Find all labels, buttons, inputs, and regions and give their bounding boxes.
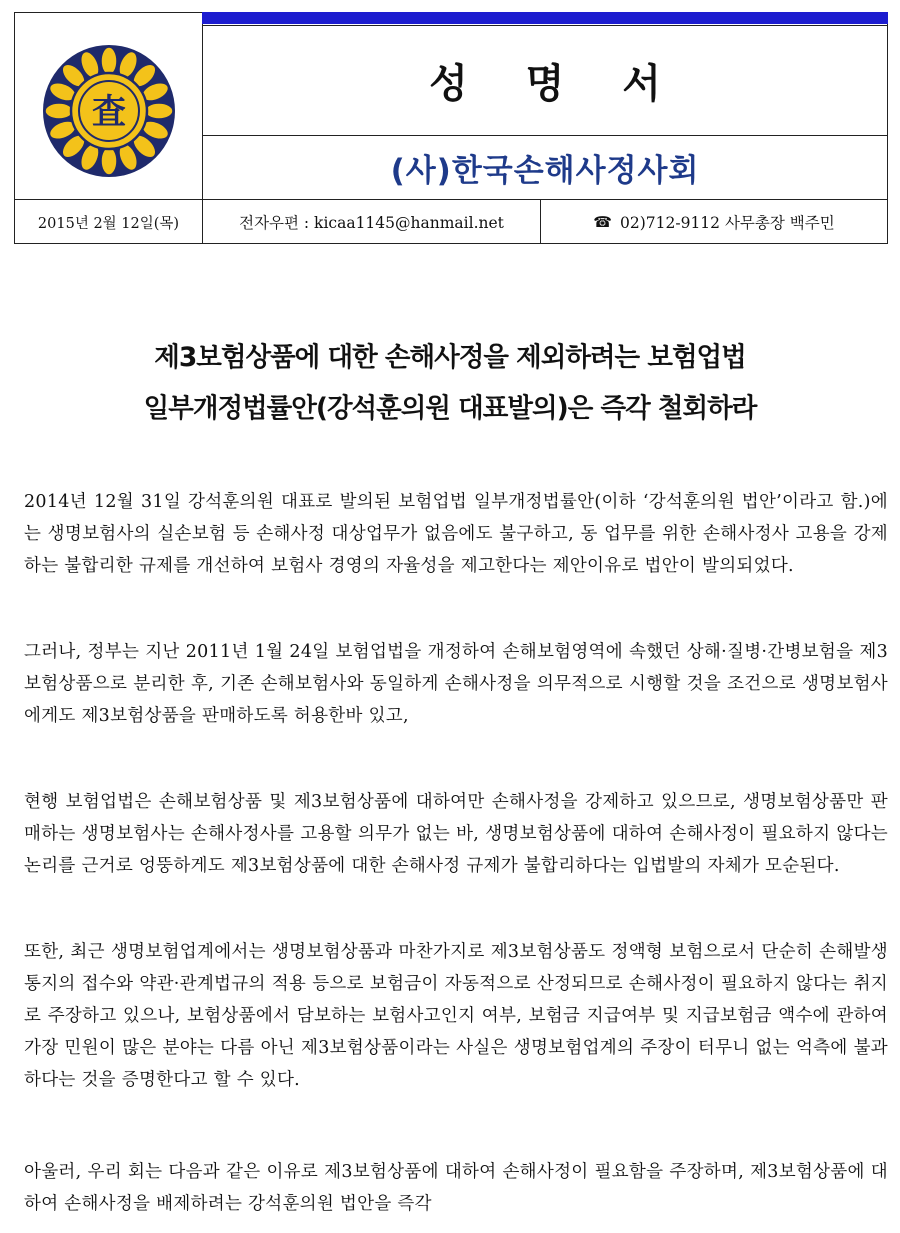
paragraph-5: 아울러, 우리 회는 다음과 같은 이유로 제3보험상품에 대하여 손해사정이 필요함을 주장하며, 제3보험상품에 대하여 손해사정을 배제하려는 강석훈의원 법안을 즉각 <box>24 1162 888 1214</box>
organization-name: (사)한국손해사정사회 <box>390 153 700 189</box>
issue-date: 2015년 2월 12일(목) <box>15 200 203 244</box>
letterhead-table <box>14 12 888 244</box>
organization-logo-icon <box>41 43 177 179</box>
paragraph-2: 그러나, 정부는 지난 2011년 1월 24일 보험업법을 개정하여 손해보험영역에 속했던 상해·질병·간병보험을 제3보험상품으로 분리한 후, 기존 손해보험사와 동일하게 손해사정을 의무적으로 시행할 것을 조건으로 생명보험사에게도 제3보험상품을 판매하도록 허용한바 있고, <box>24 642 888 726</box>
accent-bar <box>202 12 888 24</box>
info-row <box>15 199 887 243</box>
email-contact: 전자우편 : kicaa1145@hanmail.net <box>203 200 541 244</box>
statement-title-line-2: 일부개정법률안(강석훈의원 대표발의)은 즉각 철회하라 <box>143 393 757 424</box>
paragraph-3: 현행 보험업법은 손해보험상품 및 제3보험상품에 대하여만 손해사정을 강제하고 있으므로, 생명보험상품만 판매하는 생명보험사는 손해사정사를 고용할 의무가 없는 바, 생명보험상품에 대하여 손해사정이 필요하지 않다는 논리를 근거로 엉뚱하게도 제3보험상품에 대한 손해사정 규제가 불합리하다는 입법발의 자체가 모순된다. <box>24 792 888 876</box>
logo-cell <box>15 13 203 199</box>
logo-petal <box>101 147 117 175</box>
telephone-icon: ☎ <box>593 213 612 231</box>
organization-cell <box>203 136 887 199</box>
statement-title-line-1: 제3보험상품에 대한 손해사정을 제외하려는 보험업법 <box>154 342 746 373</box>
phone-contact <box>541 200 887 244</box>
paragraph-1: 2014년 12월 31일 강석훈의원 대표로 발의된 보험업법 일부개정법률안(이하 ‘강석훈의원 법안’이라고 함.)에는 생명보험사의 실손보험 등 손해사정 대상업무가 없음에도 불구하고, 동 업무를 위한 손해사정사 고용을 강제하는 불합리한 규제를 개선하여 보험사 경영의 자율성을 제고한다는 제안이유로 법안이 발의되었다. <box>24 492 888 576</box>
paragraph-4: 또한, 최근 생명보험업계에서는 생명보험상품과 마찬가지로 제3보험상품도 정액형 보험으로서 단순히 손해발생통지의 접수와 약관·관계법규의 적용 등으로 보험금이 자동적으로 산정되므로 손해사정이 필요하지 않다는 취지로 주장하고 있으나, 보험상품에서 담보하는 보험사고인지 여부, 보험금 지급여부 및 지급보험금 액수에 관하여 가장 민원이 많은 분야는 다름 아닌 제3보험상품이라는 사실은 생명보험업계의 주장이 터무니 없는 억측에 불과하다는 것을 증명한다고 할 수 있다. <box>24 942 888 1090</box>
logo-petal <box>45 103 73 119</box>
logo-petal <box>101 47 117 75</box>
document-title: 성 명 서 <box>429 61 683 107</box>
phone-text: 02)712-9112 사무총장 백주민 <box>619 214 835 232</box>
document-title-cell <box>203 25 887 136</box>
logo-petal <box>145 103 173 119</box>
logo-character: 査 <box>92 92 126 132</box>
